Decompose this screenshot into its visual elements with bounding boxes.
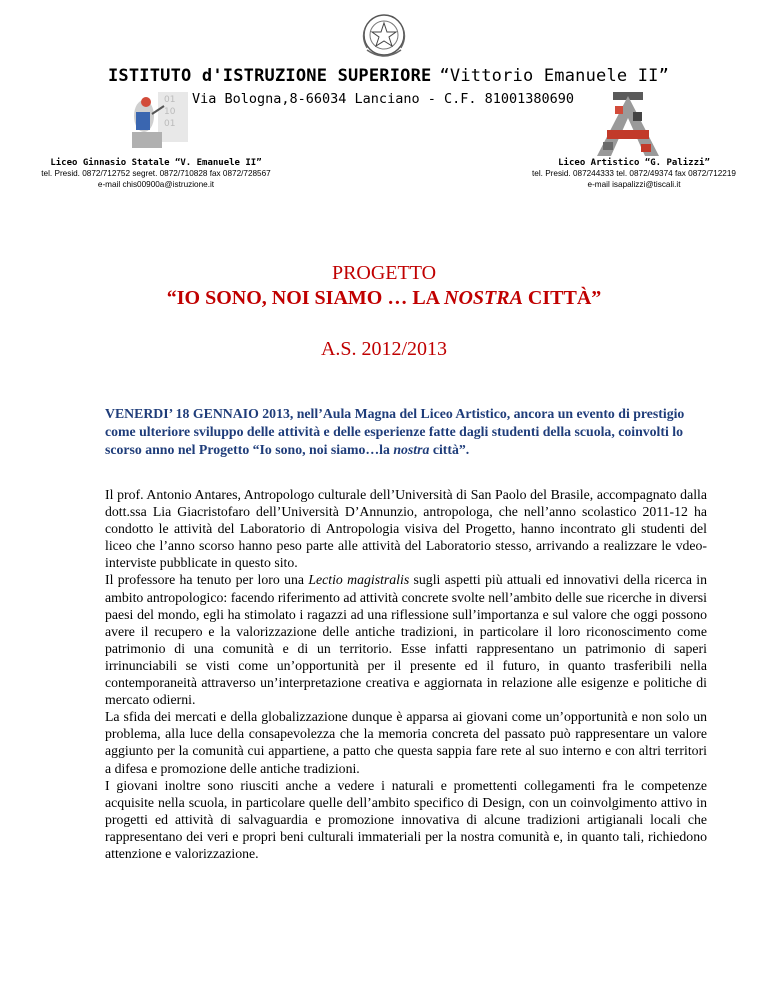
body-paragraph-4: I giovani inoltre sono riusciti anche a vedere i naturali e promettenti collegamenti fra le competenze acquisite nella scuola, in particolare quelle dell’ambito specifico di Design, con un coinvolgimento attivo in progetti ed attività di salvaguardia e promozione innovativa di alcune tradizioni artigianali locali che rappresentano dei veri e propri beni culturali immateriali per la nostra comunità e, in quanto tali, richiedono attenzione e valorizzazione.: [105, 777, 707, 861]
school-left-name: Liceo Ginnasio Statale “V. Emanuele II”: [50, 158, 262, 168]
school-left-phones: tel. Presid. 0872/712752 segret. 0872/710828 fax 0872/728567: [41, 169, 271, 178]
project-title-c: CITTÀ”: [522, 287, 602, 309]
article-body: [105, 486, 707, 862]
body-p2-b: Lectio magistralis: [308, 572, 410, 588]
liceo-ginnasio-logo-icon: [118, 88, 206, 154]
school-year: A.S. 2012/2013: [320, 338, 448, 360]
body-paragraph-3: La sfida dei mercati e della globalizzazione dunque è apparsa ai giovani come un’opportunità e non solo un problema, alla luce della consapevolezza che la memoria concreta del passato può rappresentare un valore aggiunto per la comunità cui appartiene, a patto che questa sappia fare rete al suo interno e con altri territori a difesa e promozione delle antiche tradizioni.: [105, 709, 707, 776]
school-right-name: Liceo Artistico “G. Palizzi”: [558, 158, 710, 168]
republic-emblem-icon: [359, 8, 409, 64]
school-left-email: e-mail chis00900a@istruzione.it: [97, 180, 215, 189]
body-p2-a: Il professore ha tenuto per loro una: [105, 572, 309, 588]
project-label: PROGETTO: [331, 262, 437, 284]
project-title-b: NOSTRA: [444, 287, 523, 309]
institute-address: Via Bologna,8-66034 Lanciano - C.F. 81001380690: [192, 91, 575, 107]
institute-name: “Vittorio Emanuele II”: [439, 66, 670, 86]
svg-text:10: 10: [164, 107, 176, 117]
institute-title: [108, 66, 768, 86]
lead-paragraph: [105, 405, 695, 459]
liceo-artistico-logo-icon: [585, 92, 671, 158]
school-left-info: [6, 158, 306, 190]
lead-text-b: nostra: [393, 442, 430, 457]
school-right-email: e-mail isapalizzi@tiscali.it: [587, 180, 681, 189]
lead-text-a: VENERDI’ 18 GENNAIO 2013, nell’Aula Magna del Liceo Artistico, ancora un evento di prestigio come ulteriore sviluppo delle attività e delle esperienze fatte dagli studenti della scuola, coinvolti lo scorso anno nel Progetto “Io sono, noi siamo…la: [105, 406, 685, 457]
school-right-info: [500, 158, 768, 190]
body-paragraph-2: [105, 571, 707, 708]
svg-text:01: 01: [164, 95, 176, 105]
body-p2-c: sugli aspetti più attuali ed innovativi della ricerca in ambito antropologico: facendo riferimento ad attività concrete svolte nell’ambito delle sue ricerche in diversi paesi del mondo, egli ha stimolato i ragazzi ad una riflessione sull’importanza e sul valore che oggi possono avere il recupero e la valorizzazione delle antiche tradizioni, in particolare il loro riconoscimento come patrimonio di una comunità e di un territorio. Esse infatti rappresentano un patrimonio di saperi irrinunciabili se visti come un’opportunità per il presente ed il futuro, in quanto trasferibili nella contemporaneità attraverso un’interpretazione creativa e aggiornata in relazione alle esigenze e politiche di mercato odierni.: [105, 572, 707, 708]
school-right-phones: tel. Presid. 087244333 tel. 0872/49374 fax 0872/712219: [532, 169, 736, 178]
body-paragraph-1: Il prof. Antonio Antares, Antropologo culturale dell’Università di San Paolo del Brasile, accompagnato dalla dott.ssa Lia Giacristofaro dell’Università D’Annunzio, antropologa, che nell’anno scolastico 2011-12 ha condotto le attività del Laboratorio di Antropologia visiva del Progetto, hanno incontrato gli studenti del liceo che l’anno scorso hanno peso parte alle attività del Laboratorio stesso, arrivando a realizzare le vdeo-interviste pubblicate in questo sito.: [105, 487, 707, 571]
lead-text-c: città”.: [429, 442, 470, 457]
institute-bold: ISTITUTO d'ISTRUZIONE SUPERIORE: [108, 66, 432, 86]
project-title-a: “IO SONO, NOI SIAMO … LA: [166, 287, 444, 309]
project-title: [0, 287, 768, 310]
svg-text:01: 01: [164, 119, 176, 129]
